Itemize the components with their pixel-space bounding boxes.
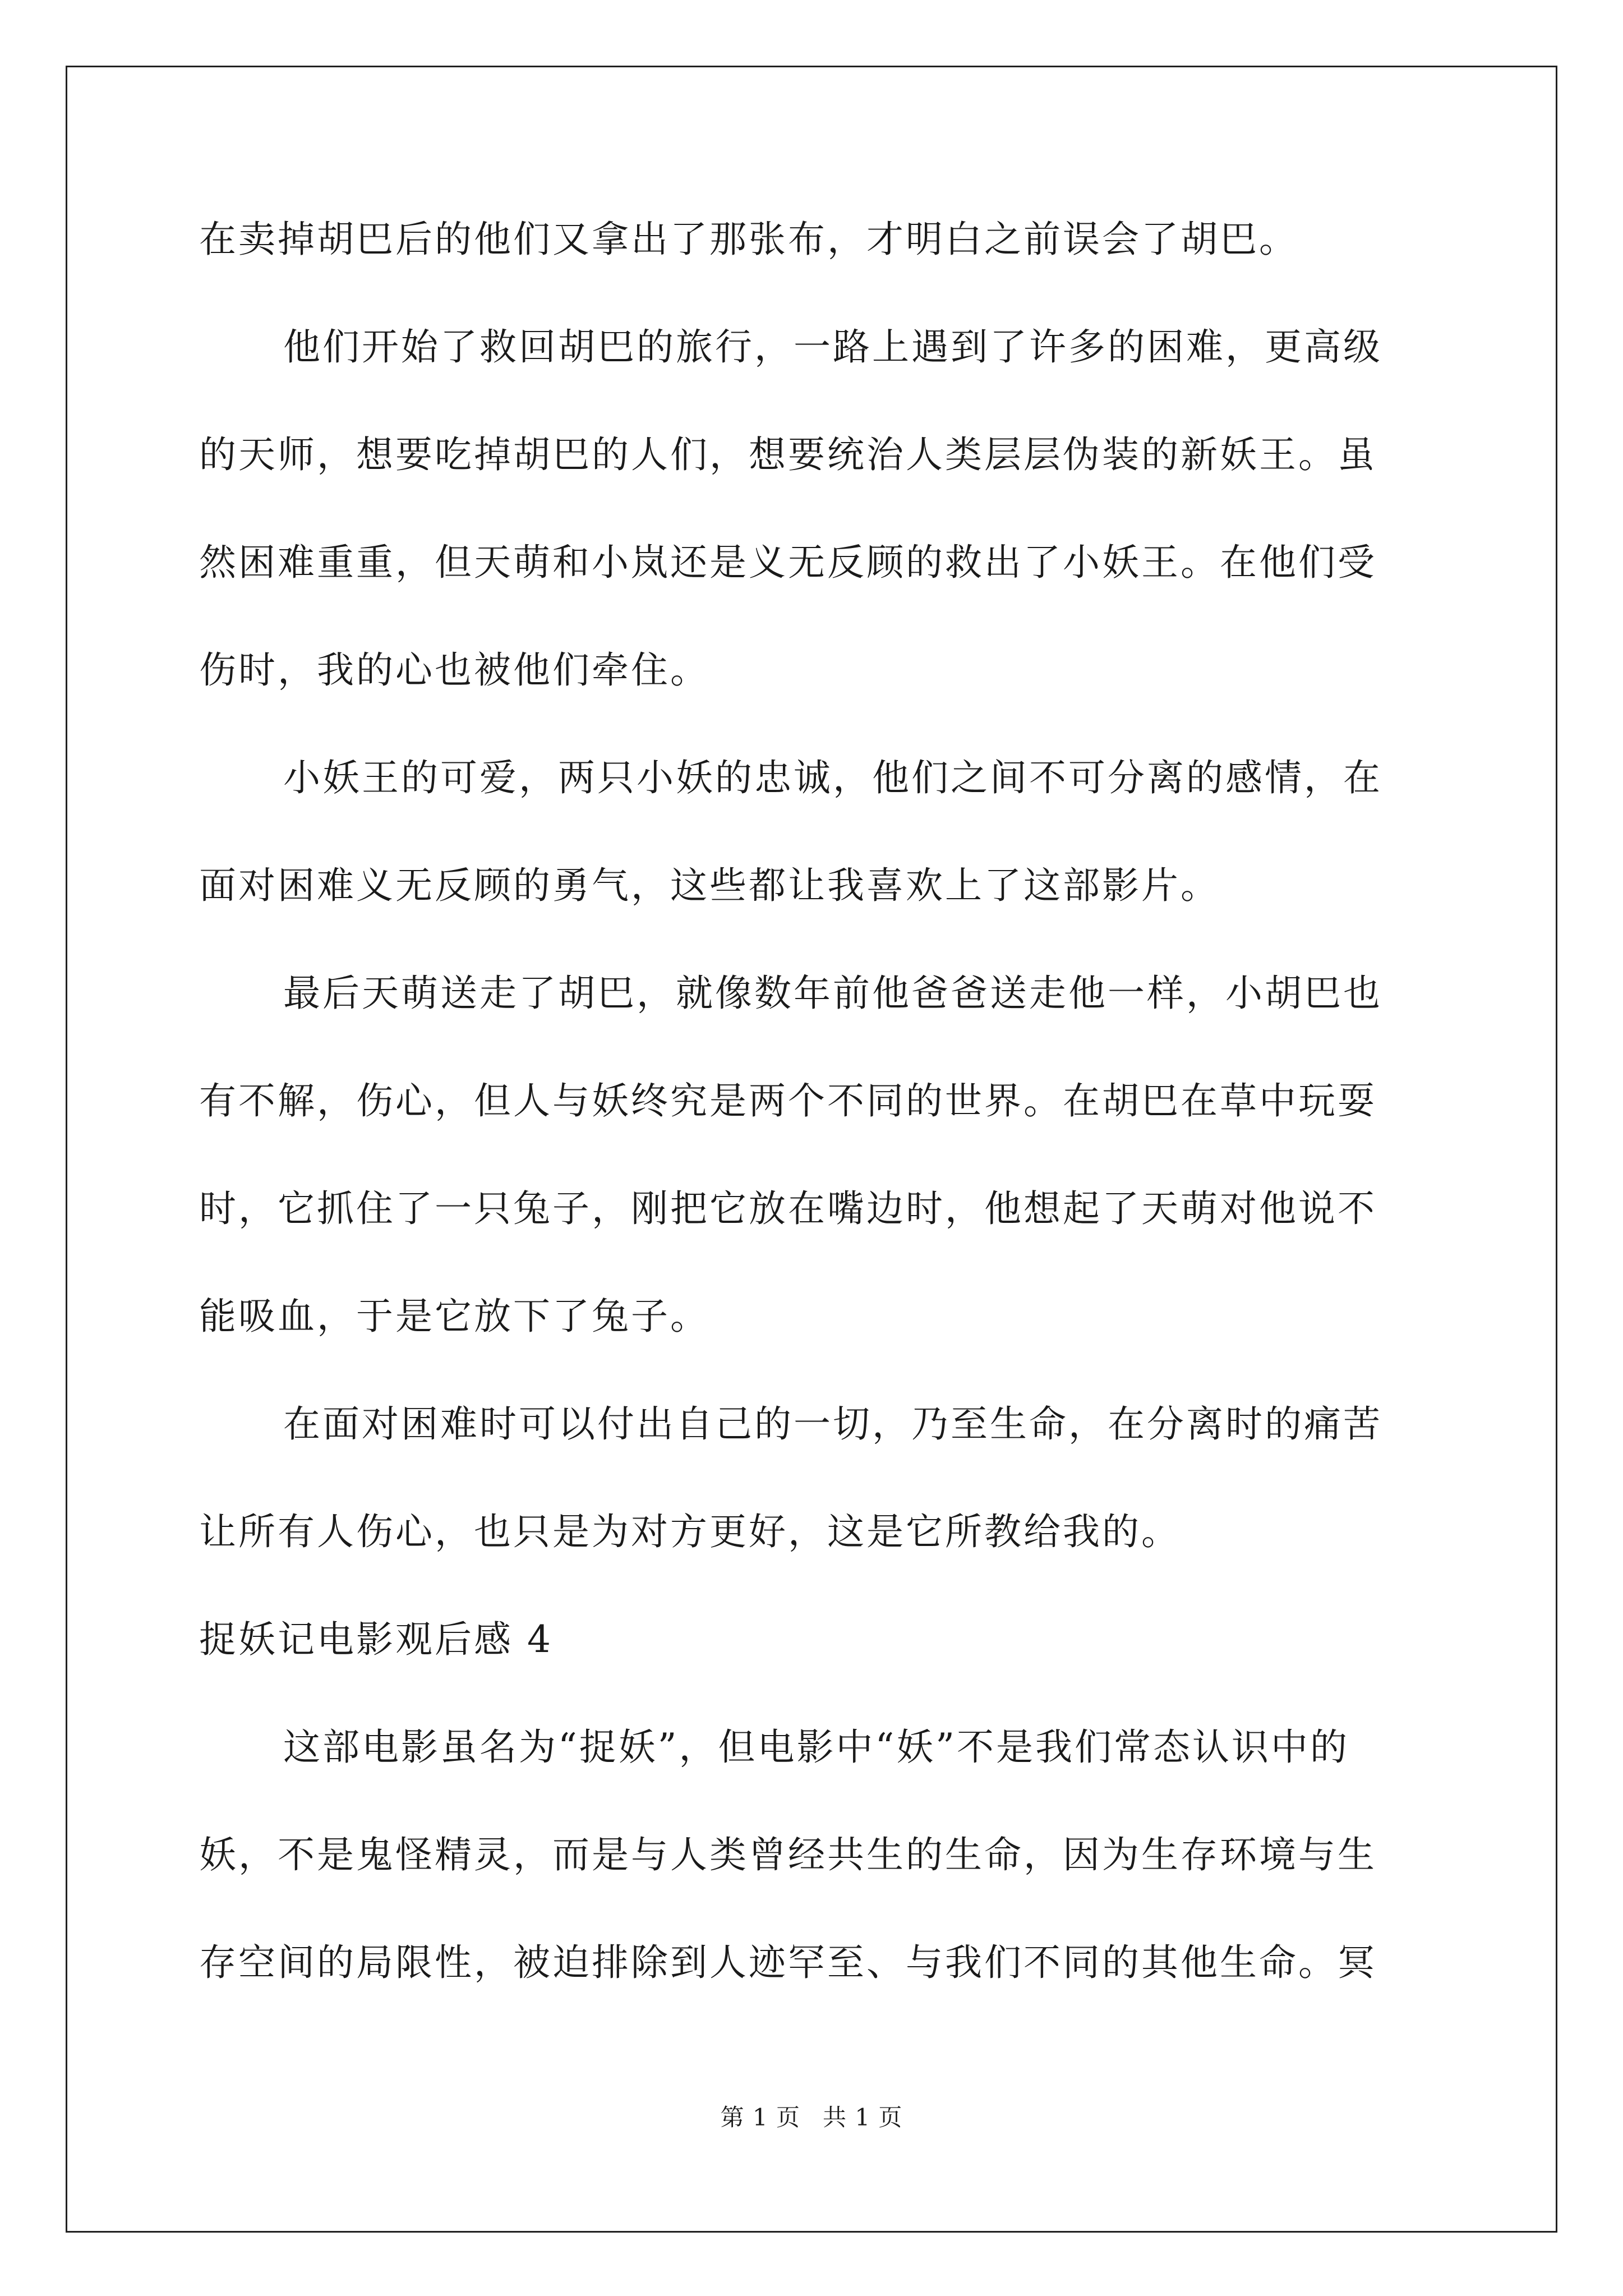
paragraph-line: 小妖王的可爱，两只小妖的忠诚，他们之间不可分离的感情，在	[283, 756, 1382, 799]
paragraph-line: 让所有人伤心，也只是为对方更好，这是它所教给我的。	[199, 1510, 1181, 1553]
paragraph-line: 能吸血，于是它放下了兔子。	[199, 1295, 709, 1338]
section-heading: 捉妖记电影观后感 4	[199, 1618, 553, 1661]
paragraph-line: 最后天萌送走了胡巴，就像数年前他爸爸送走他一样，小胡巴也	[283, 972, 1382, 1015]
document-body	[199, 213, 1430, 2044]
paragraph-line: 有不解，伤心，但人与妖终究是两个不同的世界。在胡巴在草中玩耍	[199, 1079, 1377, 1122]
page-number: 第 1 页	[720, 2104, 800, 2131]
paragraph-line: 妖，不是鬼怪精灵，而是与人类曾经共生的生命，因为生存环境与生	[199, 1833, 1377, 1876]
paragraph-line: 他们开始了救回胡巴的旅行，一路上遇到了许多的困难，更高级	[283, 325, 1382, 369]
paragraph-line: 时，它抓住了一只兔子，刚把它放在嘴边时，他想起了天萌对他说不	[199, 1187, 1377, 1230]
paragraph-line: 在面对困难时可以付出自己的一切，乃至生命，在分离时的痛苦	[283, 1402, 1382, 1446]
page-footer	[0, 2099, 1623, 2133]
paragraph-line: 存空间的局限性，被迫排除到人迹罕至、与我们不同的其他生命。冥	[199, 1941, 1377, 1984]
page-total: 共 1 页	[823, 2104, 903, 2131]
paragraph-line: 这部电影虽名为“捉妖”，但电影中“妖”不是我们常态认识中的	[283, 1726, 1349, 1769]
paragraph-line: 的天师，想要吃掉胡巴的人们，想要统治人类层层伪装的新妖王。虽	[199, 433, 1377, 476]
paragraph-line: 伤时，我的心也被他们牵住。	[199, 648, 709, 692]
paragraph-line: 然困难重重，但天萌和小岚还是义无反顾的救出了小妖王。在他们受	[199, 541, 1377, 584]
paragraph-line: 在卖掉胡巴后的他们又拿出了那张布，才明白之前误会了胡巴。	[199, 218, 1298, 261]
paragraph-line: 面对困难义无反顾的勇气，这些都让我喜欢上了这部影片。	[199, 864, 1220, 907]
